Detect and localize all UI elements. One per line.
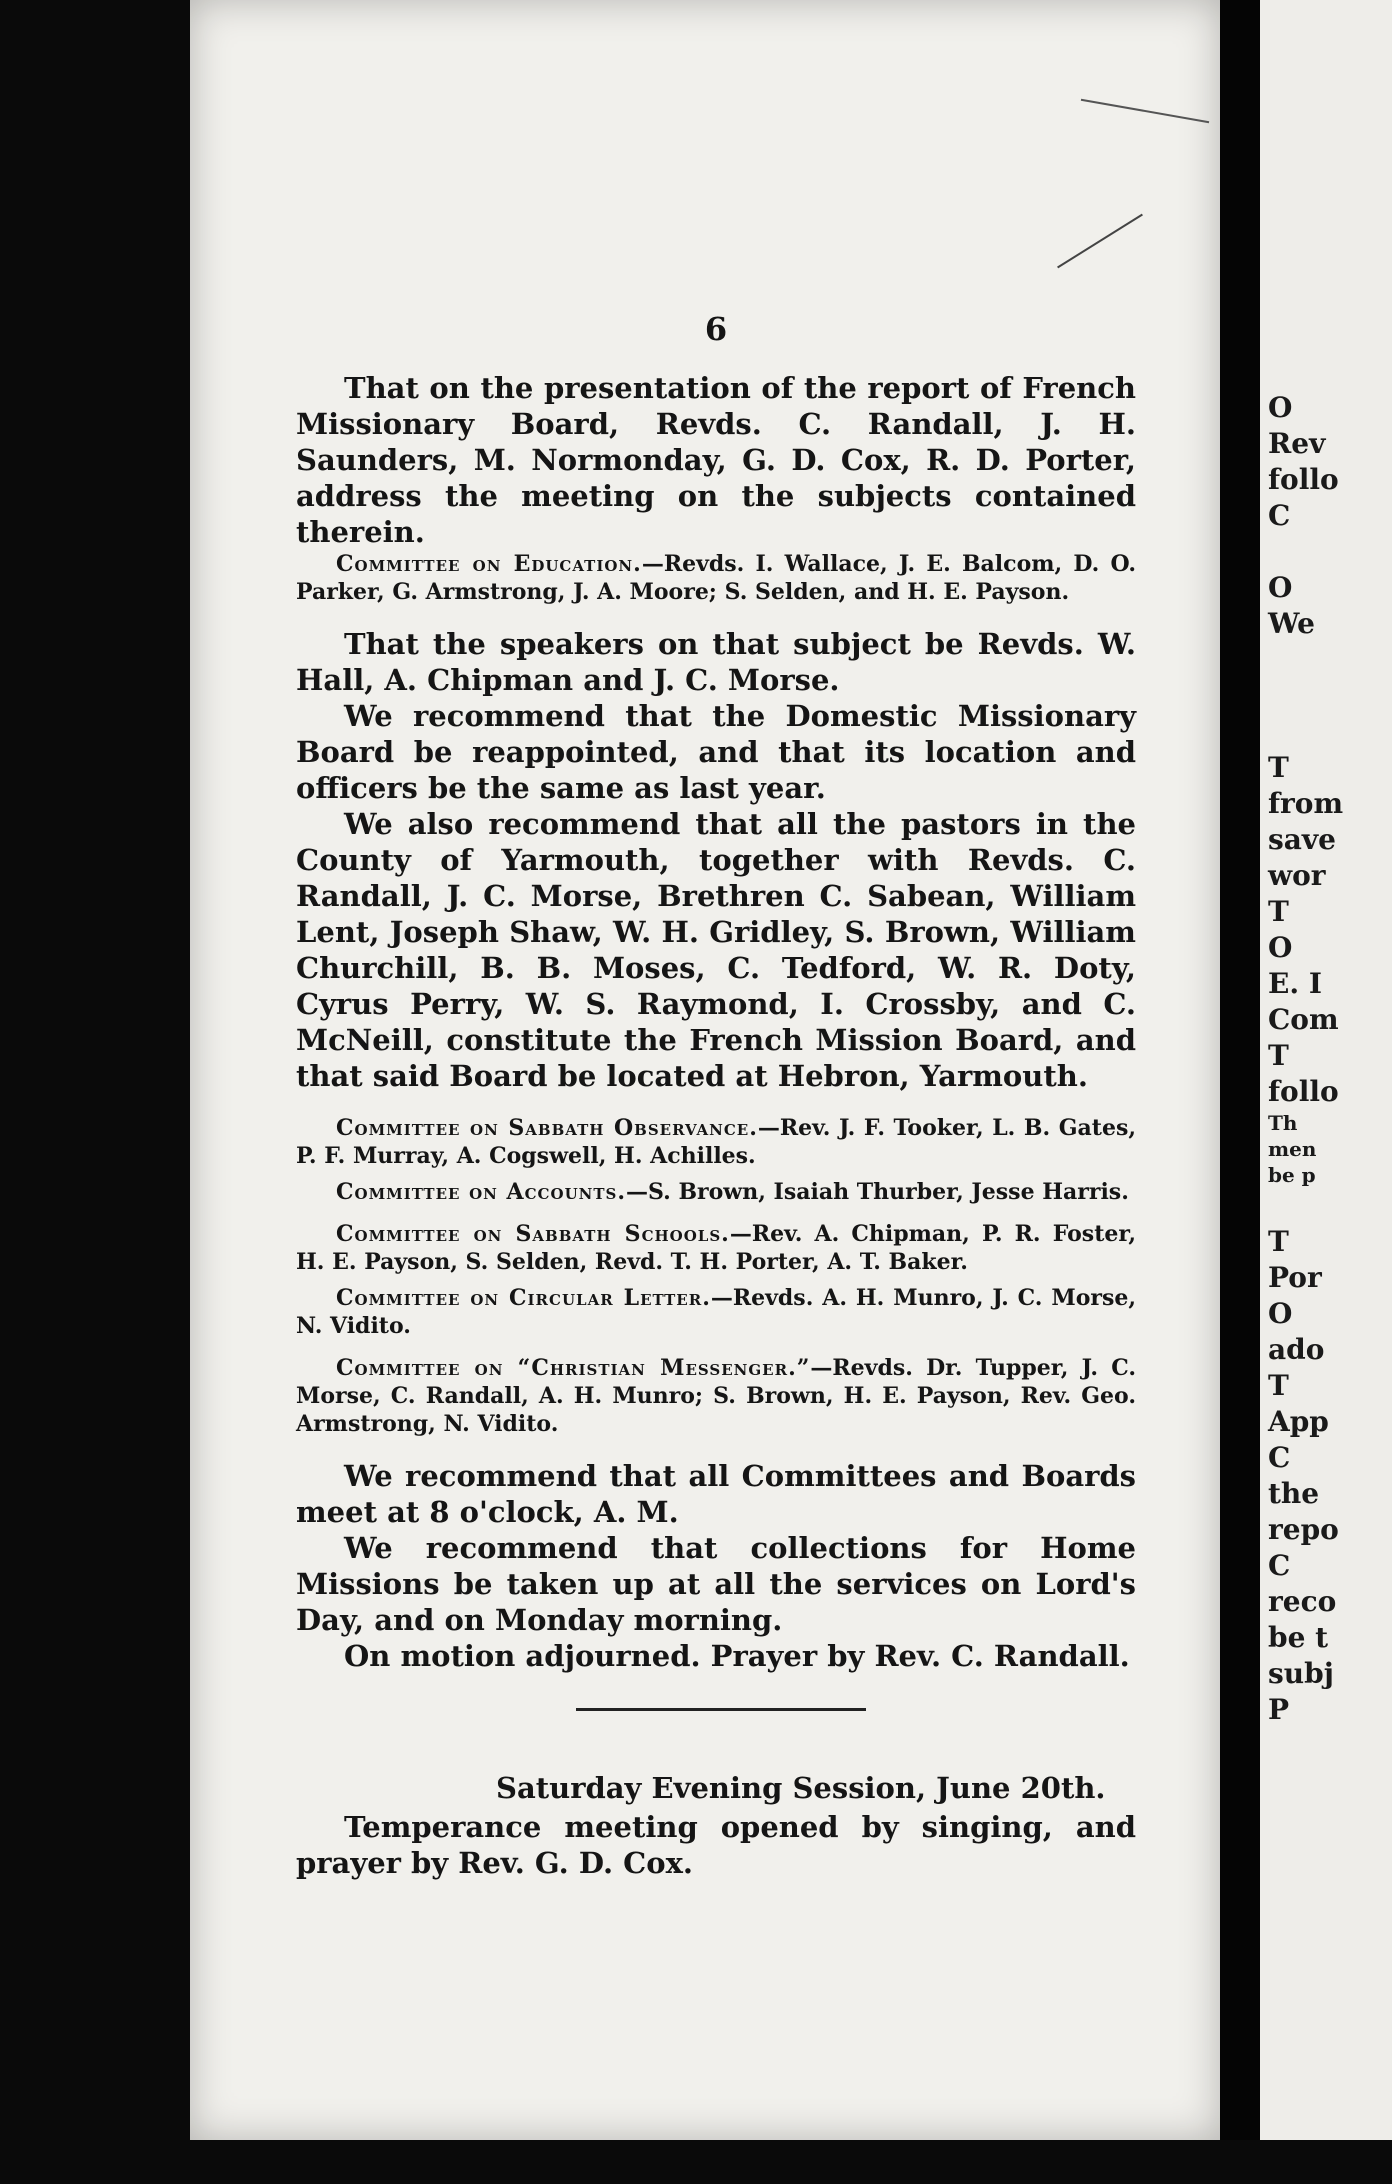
adjacent-page-line: wor [1268,859,1326,892]
adjacent-page-line: follo [1268,463,1339,496]
adjacent-page-line: C [1268,1441,1291,1474]
committee-label: Committee on Sabbath Schools. [336,1221,730,1247]
adjacent-page-line: repo [1268,1513,1339,1546]
paragraph-french-board: We also recommend that all the pastors in the County of Yarmouth, together with Revds. C. Randall, J. C. Morse, Brethren C. Sabean, William Lent, Joseph Shaw, W. H. Gridley, S. Brown, William Churchill, B. B. Moses, C. Tedford, W. R. Doty, Cyrus Perry, W. S. Raymond, I. Crossby, and C. McNeill, constitute the French Mission Board, and that said Board be located at Hebron, Yarmouth. [296,807,1136,1093]
committee-members: —Revds. A. H. Munro, J. C. Morse, N. Vidito. [296,1285,1136,1339]
committee-members: —Rev. J. F. Tooker, L. B. Gates, P. F. Murray, A. Cogswell, H. Achilles. [296,1115,1136,1169]
adjacent-page-line: men [1268,1137,1317,1161]
committee-label: Committee on “Christian Messenger.” [336,1355,811,1381]
adjacent-page-line: follo [1268,1075,1339,1108]
adjacent-page-line: subj [1268,1657,1334,1690]
adjacent-page-line [1268,678,1343,714]
adjacent-page-line: T [1268,1225,1289,1258]
committee-members: —S. Brown, Isaiah Thurber, Jesse Harris. [626,1179,1129,1205]
committee-sabbath-observance [296,1114,1136,1170]
committee-label: Committee on Circular Letter. [336,1285,711,1311]
session-heading: Saturday Evening Session, June 20th. [496,1771,1106,1805]
committee-members: —Rev. A. Chipman, P. R. Foster, H. E. Payson, S. Selden, Revd. T. H. Porter, A. T. Baker. [296,1221,1136,1275]
committee-education [296,550,1136,606]
adjacent-page-line: Por [1268,1261,1322,1294]
adjacent-page-line: the [1268,1477,1320,1510]
adjacent-page-line: E. I [1268,967,1322,1000]
adjacent-page-line: O [1268,1297,1293,1330]
adjacent-page-line: T [1268,1039,1289,1072]
paragraph-adjourned: On motion adjourned. Prayer by Rev. C. Randall. [344,1639,1130,1673]
scan-left-margin [0,0,190,2184]
adjacent-page-line: be t [1268,1621,1329,1654]
scan-bottom-margin [190,2140,1392,2184]
adjacent-page-line [1268,1188,1343,1224]
paragraph-session-opening: Temperance meeting opened by singing, and prayer by Rev. G. D. Cox. [296,1810,1136,1880]
adjacent-page-line: save [1268,823,1336,856]
committee-accounts [296,1178,1136,1206]
adjacent-page-line: O [1268,391,1293,424]
scan-scratch-mark [1081,99,1209,124]
paragraph-education-speakers: That the speakers on that subject be Revds. W. Hall, A. Chipman and J. C. Morse. [296,627,1136,697]
adjacent-page-line [1268,642,1343,678]
adjacent-page-line [1268,714,1343,750]
adjacent-page-line: App [1268,1405,1329,1438]
page-number: 6 [704,310,728,348]
adjacent-page-edge [1260,0,1392,2140]
adjacent-page-text-fragments [1268,390,1343,1728]
adjacent-page-line: O [1268,571,1293,604]
adjacent-page-line: Com [1268,1003,1339,1036]
committee-sabbath-schools [296,1220,1136,1276]
adjacent-page-line: from [1268,787,1344,820]
adjacent-page-line: be p [1268,1163,1316,1187]
adjacent-page-line: T [1268,1369,1289,1402]
adjacent-page-line: O [1268,931,1293,964]
paragraph-domestic-board: We recommend that the Domestic Missionary Board be reappointed, and that its location and officers be the same as last year. [296,699,1136,805]
section-divider-rule [576,1708,866,1711]
adjacent-page-line: Rev [1268,427,1326,460]
committee-christian-messenger [296,1354,1136,1438]
committee-circular-letter [296,1284,1136,1340]
adjacent-page-line: Th [1268,1111,1298,1135]
adjacent-page-line: We [1268,607,1315,640]
paragraph-french-mission-speakers: That on the presentation of the report of French Missionary Board, Revds. C. Randall, J. H. Saunders, M. Normonday, G. D. Cox, R. D. Porter, address the meeting on the subjects contained therein. [296,371,1136,549]
adjacent-page-line: C [1268,499,1291,532]
adjacent-page-line: C [1268,1549,1291,1582]
adjacent-page-line: T [1268,895,1289,928]
paragraph-committees-meet: We recommend that all Committees and Boards meet at 8 o'clock, A. M. [296,1459,1136,1529]
paragraph-collections: We recommend that collections for Home Missions be taken up at all the services on Lord's Day, and on Monday morning. [296,1531,1136,1637]
adjacent-page-line: P [1268,1693,1290,1726]
adjacent-page-line [1268,534,1343,570]
book-gutter [1220,0,1260,2184]
scan-scratch-mark [1057,214,1143,269]
committee-members: —Revds. I. Wallace, J. E. Balcom, D. O. Parker, G. Armstrong, J. A. Moore; S. Selden, and H. E. Payson. [296,551,1137,605]
page-content [296,310,1136,1881]
adjacent-page-line: T [1268,751,1289,784]
adjacent-page-line: ado [1268,1333,1325,1366]
committee-label: Committee on Education. [336,551,642,577]
adjacent-page-line: reco [1268,1585,1337,1618]
committee-members: —Revds. Dr. Tupper, J. C. Morse, C. Randall, A. H. Munro; S. Brown, H. E. Payson, Rev. Geo. Armstrong, N. Vidito. [296,1355,1136,1437]
committee-label: Committee on Accounts. [336,1179,627,1205]
committee-label: Committee on Sabbath Observance. [336,1115,758,1141]
